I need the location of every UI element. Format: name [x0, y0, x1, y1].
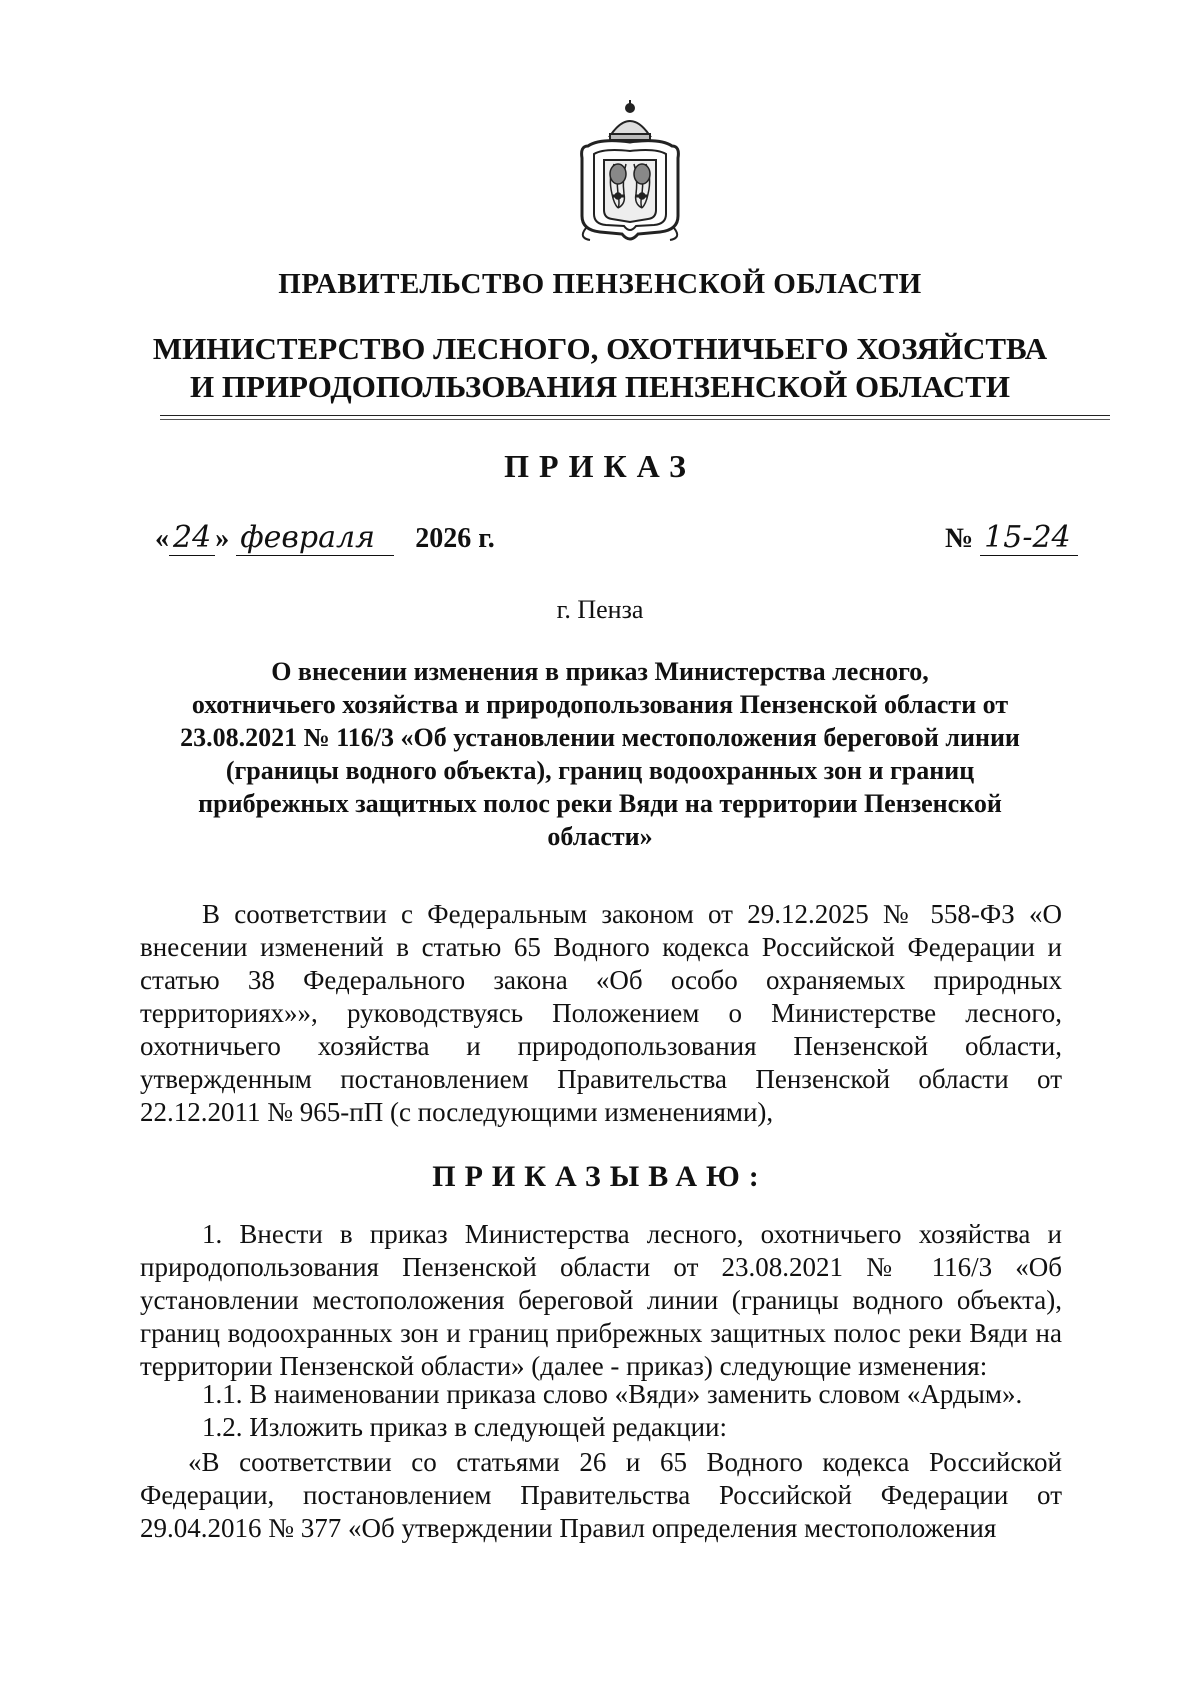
- city-name: г. Пенза: [556, 595, 644, 624]
- header-divider-thin: [160, 419, 1110, 420]
- item-1-2: 1.2. Изложить приказ в следующей редакции:: [202, 1412, 727, 1442]
- ministry-name: [0, 330, 1200, 406]
- item-1-3: «В соответствии со статьями 26 и 65 Водного кодекса Российской Федерации, постановлением Правительства Российской Федерации от 29.04.2016 № 377 «Об утверждении Правил определения местоположения: [140, 1447, 1062, 1543]
- date-year: 2026 г.: [415, 523, 495, 554]
- subject-line: О внесении изменения в приказ Министерства лесного,: [271, 657, 929, 686]
- document-type-title: ПРИКАЗ: [504, 448, 696, 484]
- subject-line: области»: [547, 822, 653, 851]
- government-name: ПРАВИТЕЛЬСТВО ПЕНЗЕНСКОЙ ОБЛАСТИ: [278, 268, 922, 300]
- subject-line: (границы водного объекта), границ водоохранных зон и границ: [225, 756, 975, 785]
- order-date: [155, 520, 495, 556]
- header-divider: [160, 415, 1110, 416]
- coat-of-arms-icon: [570, 98, 690, 248]
- item-1-1: 1.1. В наименовании приказа слово «Вяди» заменить словом «Ардым».: [202, 1379, 1023, 1409]
- quote-close: »: [215, 523, 230, 554]
- preamble-paragraph: В соответствии с Федеральным законом от 29.12.2025 № 558-ФЗ «О внесении изменений в статью 65 Водного кодекса Российской Федерации и статью 38 Федерального закона «Об особо охраняемых природных территориях»», руководствуясь Положением о Министерстве лесного, охотничьего хозяйства и природопользования Пензенской области, утвержденным постановлением Правительства Пензенской области от 22.12.2011 № 965-пП (с последующими изменениями),: [140, 899, 1062, 1127]
- date-day: 24: [169, 520, 215, 556]
- subject-line: 23.08.2021 № 116/3 «Об установлении местоположения береговой линии: [180, 723, 1020, 752]
- number-value: 15-24: [980, 520, 1078, 556]
- subject-line: охотничьего хозяйства и природопользования Пензенской области от: [191, 690, 1009, 719]
- item-1: 1. Внести в приказ Министерства лесного, охотничьего хозяйства и природопользования Пензенской области от 23.08.2021 № 116/3 «Об установлении местоположения береговой линии (границы водного объекта), границ водоохранных зон и границ прибрежных защитных полос реки Вяди на территории Пензенской области» (далее - приказ) следующие изменения:: [140, 1219, 1062, 1381]
- ministry-name-line2: И ПРИРОДОПОЛЬЗОВАНИЯ ПЕНЗЕНСКОЙ ОБЛАСТИ: [190, 369, 1010, 404]
- order-subject: [140, 655, 1060, 853]
- date-month: февраля: [236, 520, 394, 556]
- ministry-name-line1: МИНИСТЕРСТВО ЛЕСНОГО, ОХОТНИЧЬЕГО ХОЗЯЙСТВА: [152, 331, 1048, 366]
- subject-line: прибрежных защитных полос реки Вяди на территории Пензенской: [198, 789, 1002, 818]
- order-number: [945, 520, 1078, 556]
- quote-open: «: [155, 523, 169, 554]
- decree-heading: ПРИКАЗЫВАЮ:: [432, 1160, 768, 1193]
- number-label: №: [945, 523, 974, 554]
